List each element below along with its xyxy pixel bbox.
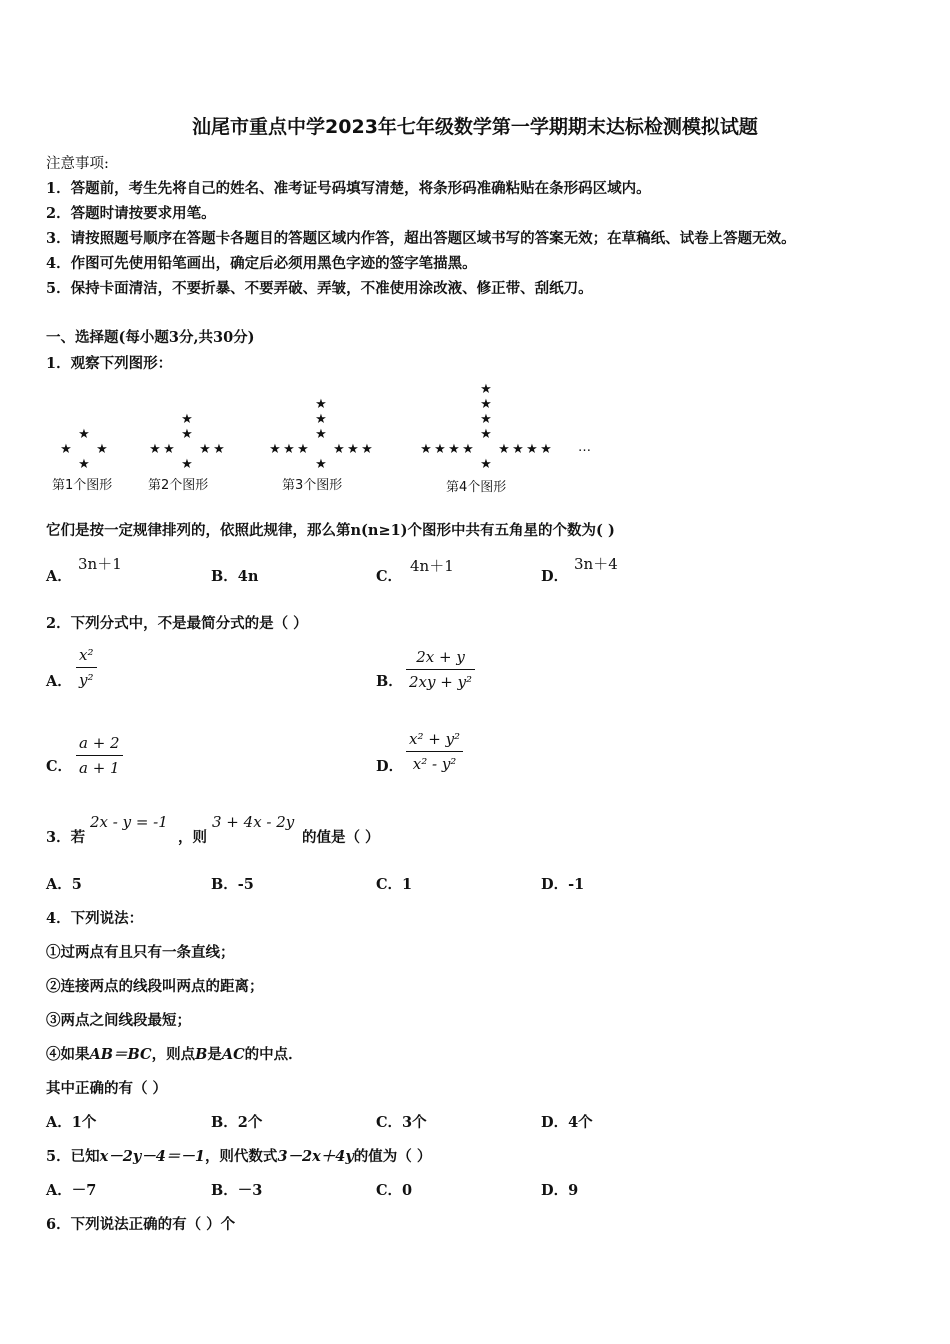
- star-mark: ★: [297, 442, 309, 457]
- option-letter: B．: [211, 1182, 238, 1199]
- q2-stem: 2．下列分式中，不是最简分式的是（ ）: [46, 615, 308, 632]
- star-mark: ★: [480, 397, 492, 412]
- option-letter: A．: [46, 568, 72, 585]
- q3-condition: 2x - y = -1: [90, 813, 168, 831]
- option-value: 4个: [568, 1114, 593, 1131]
- denominator: x² - y²: [412, 755, 457, 773]
- q3-option-d[interactable]: [541, 873, 584, 894]
- math-ac: AC: [221, 1046, 245, 1063]
- option-value: －7: [71, 1182, 97, 1199]
- option-letter: D．: [541, 876, 569, 893]
- option-letter: A．: [46, 876, 72, 893]
- denominator: 2xy + y²: [409, 673, 473, 691]
- star-mark: ★: [149, 442, 161, 457]
- q1-stem: 1．观察下列图形：: [46, 355, 173, 372]
- note-item: 3．请按照题号顺序在答题卡各题目的答题区域内作答，超出答题区域书写的答案无效；在草稿纸、试卷上答题无效。: [46, 230, 796, 247]
- star-mark: ★: [315, 427, 327, 442]
- q1-option-a[interactable]: [46, 565, 72, 586]
- option-letter: C．: [376, 1182, 403, 1199]
- q3-expression: 3 + 4x - 2y: [212, 813, 295, 831]
- note-item: 5．保持卡面清洁，不要折暴、不要弄破、弄皱，不准使用涂改液、修正带、刮纸刀。: [46, 280, 593, 297]
- option-letter: B．: [211, 1114, 238, 1131]
- q1-option-c[interactable]: [376, 565, 402, 586]
- star-mark: ★: [181, 427, 193, 442]
- q5-condition: x－2y－4＝－1: [99, 1148, 205, 1165]
- option-letter: A．: [46, 1182, 72, 1199]
- stem-text: ，则代数式: [204, 1148, 278, 1165]
- star-mark: ★: [315, 412, 327, 427]
- option-letter: A．: [46, 1114, 72, 1131]
- star-mark: ★: [60, 442, 72, 457]
- q3-option-b[interactable]: [211, 873, 254, 894]
- star-mark: ★: [347, 442, 359, 457]
- statement-text: ④如果: [46, 1046, 90, 1063]
- option-letter: B．: [211, 876, 238, 893]
- option-letter: C．: [376, 1114, 403, 1131]
- notes-heading: 注意事项:: [46, 156, 109, 172]
- q4-question: 其中正确的有（ ）: [46, 1080, 168, 1097]
- q4-statement: ③两点之间线段最短；: [46, 1012, 191, 1029]
- q4-stem: 4．下列说法：: [46, 910, 144, 927]
- statement-text: 是: [207, 1046, 222, 1063]
- denominator: a + 1: [79, 759, 120, 777]
- q3-mid: ，则: [178, 829, 207, 846]
- q4-statement: ②连接两点的线段叫两点的距离；: [46, 978, 264, 995]
- q4-option-d[interactable]: [541, 1111, 593, 1132]
- q4-statement: ①过两点有且只有一条直线；: [46, 944, 235, 961]
- option-value: 3个: [402, 1114, 427, 1131]
- q3-prefix: 3．若: [46, 829, 86, 846]
- star-mark: ★: [526, 442, 538, 457]
- figure-caption: 第3个图形: [282, 478, 343, 493]
- option-value: 4n: [237, 568, 259, 585]
- star-mark: ★: [480, 427, 492, 442]
- option-value: 0: [402, 1182, 413, 1199]
- q4-statement-4: [46, 1043, 303, 1064]
- q5-option-c[interactable]: [376, 1179, 412, 1200]
- numerator: 2x + y: [406, 648, 475, 670]
- stem-text: 5．已知: [46, 1148, 100, 1165]
- star-mark: ★: [498, 442, 510, 457]
- q4-option-b[interactable]: [211, 1111, 262, 1132]
- statement-text: 的中点．: [244, 1046, 303, 1063]
- q3-option-a[interactable]: [46, 873, 82, 894]
- option-letter: B．: [211, 568, 238, 585]
- note-item: 4．作图可先使用铅笔画出，确定后必须用黑色字迹的签字笔描黑。: [46, 255, 477, 272]
- option-value: -5: [237, 876, 254, 893]
- star-mark: ★: [480, 382, 492, 397]
- star-mark: ★: [213, 442, 225, 457]
- star-mark: ★: [181, 412, 193, 427]
- star-mark: ★: [163, 442, 175, 457]
- q1-option-a-expr: 3n＋1: [78, 555, 122, 573]
- q2-option-d-fraction: [406, 730, 463, 773]
- star-mark: ★: [448, 442, 460, 457]
- q2-option-c[interactable]: C．: [46, 758, 73, 775]
- note-item: 2．答题时请按要求用笔。: [46, 205, 216, 222]
- star-mark: ★: [181, 457, 193, 472]
- option-letter: C．: [376, 876, 403, 893]
- star-mark: ★: [361, 442, 373, 457]
- numerator: x² + y²: [406, 730, 463, 752]
- star-mark: ★: [480, 412, 492, 427]
- q5-stem: [46, 1145, 431, 1166]
- q5-expression: 3－2x＋4y: [277, 1148, 354, 1165]
- star-mark: ★: [269, 442, 281, 457]
- numerator: a + 2: [76, 734, 123, 756]
- star-mark: ★: [315, 397, 327, 412]
- page-title: 汕尾市重点中学2023年七年级数学第一学期期末达标检测模拟试题: [192, 116, 758, 138]
- ellipsis: …: [578, 440, 591, 455]
- option-letter: D．: [541, 568, 569, 585]
- section-heading: 一、选择题(每小题3分,共30分): [46, 329, 255, 346]
- denominator: y²: [79, 671, 94, 689]
- q3-suffix: 的值是（ ）: [302, 829, 380, 846]
- star-mark: ★: [283, 442, 295, 457]
- numerator: x²: [76, 646, 97, 668]
- q4-option-a[interactable]: [46, 1111, 96, 1132]
- star-mark: ★: [333, 442, 345, 457]
- option-letter: D．: [541, 1182, 569, 1199]
- option-value: －3: [237, 1182, 263, 1199]
- option-letter: C．: [376, 568, 403, 585]
- star-mark: ★: [78, 457, 90, 472]
- q1-option-b[interactable]: [211, 565, 258, 586]
- star-mark: ★: [480, 457, 492, 472]
- figure-caption: 第1个图形: [52, 478, 113, 493]
- q1-option-d-expr: 3n＋4: [574, 555, 618, 573]
- q6-stem: 6．下列说法正确的有（ ）个: [46, 1216, 236, 1233]
- option-value: 2个: [237, 1114, 263, 1131]
- star-mark: ★: [420, 442, 432, 457]
- star-mark: ★: [462, 442, 474, 457]
- stem-text: 的值为（ ）: [353, 1148, 432, 1165]
- option-value: 5: [71, 876, 82, 893]
- star-mark: ★: [512, 442, 524, 457]
- star-mark: ★: [199, 442, 211, 457]
- q2-option-b[interactable]: B．: [376, 673, 403, 690]
- option-value: 9: [568, 1182, 579, 1199]
- star-mark: ★: [96, 442, 108, 457]
- q3-option-c[interactable]: [376, 873, 412, 894]
- star-mark: ★: [540, 442, 552, 457]
- star-mark: ★: [78, 427, 90, 442]
- option-value: 1: [402, 876, 413, 893]
- q2-option-c-fraction: [76, 734, 123, 777]
- option-letter: D．: [541, 1114, 569, 1131]
- star-mark: ★: [315, 457, 327, 472]
- figure-caption: 第2个图形: [148, 478, 209, 493]
- star-mark: ★: [434, 442, 446, 457]
- q5-option-d[interactable]: [541, 1179, 578, 1200]
- option-value: -1: [568, 876, 585, 893]
- q2-option-b-fraction: [406, 648, 475, 691]
- math-b: B: [195, 1046, 208, 1063]
- q1-option-d[interactable]: [541, 565, 568, 586]
- q2-option-a[interactable]: A．: [46, 673, 72, 690]
- note-item: 1．答题前，考生先将自己的姓名、准考证号码填写清楚，将条形码准确粘贴在条形码区域内。: [46, 180, 651, 197]
- figure-caption: 第4个图形: [446, 480, 507, 495]
- q5-option-b[interactable]: [211, 1179, 262, 1200]
- option-value: 1个: [71, 1114, 97, 1131]
- q4-option-c[interactable]: [376, 1111, 427, 1132]
- star-marks: [60, 382, 552, 472]
- q1-question: 它们是按一定规律排列的，依照此规律，那么第n(n≥1)个图形中共有五角星的个数为( ): [46, 522, 615, 539]
- q5-option-a[interactable]: [46, 1179, 96, 1200]
- statement-text: ，则点: [151, 1046, 196, 1063]
- q2-option-a-fraction: [76, 646, 97, 689]
- star-pattern-figure: [46, 378, 606, 500]
- q2-option-d[interactable]: D．: [376, 758, 404, 775]
- math-ab-bc: AB＝BC: [89, 1046, 152, 1063]
- q1-option-c-expr: 4n＋1: [410, 557, 454, 575]
